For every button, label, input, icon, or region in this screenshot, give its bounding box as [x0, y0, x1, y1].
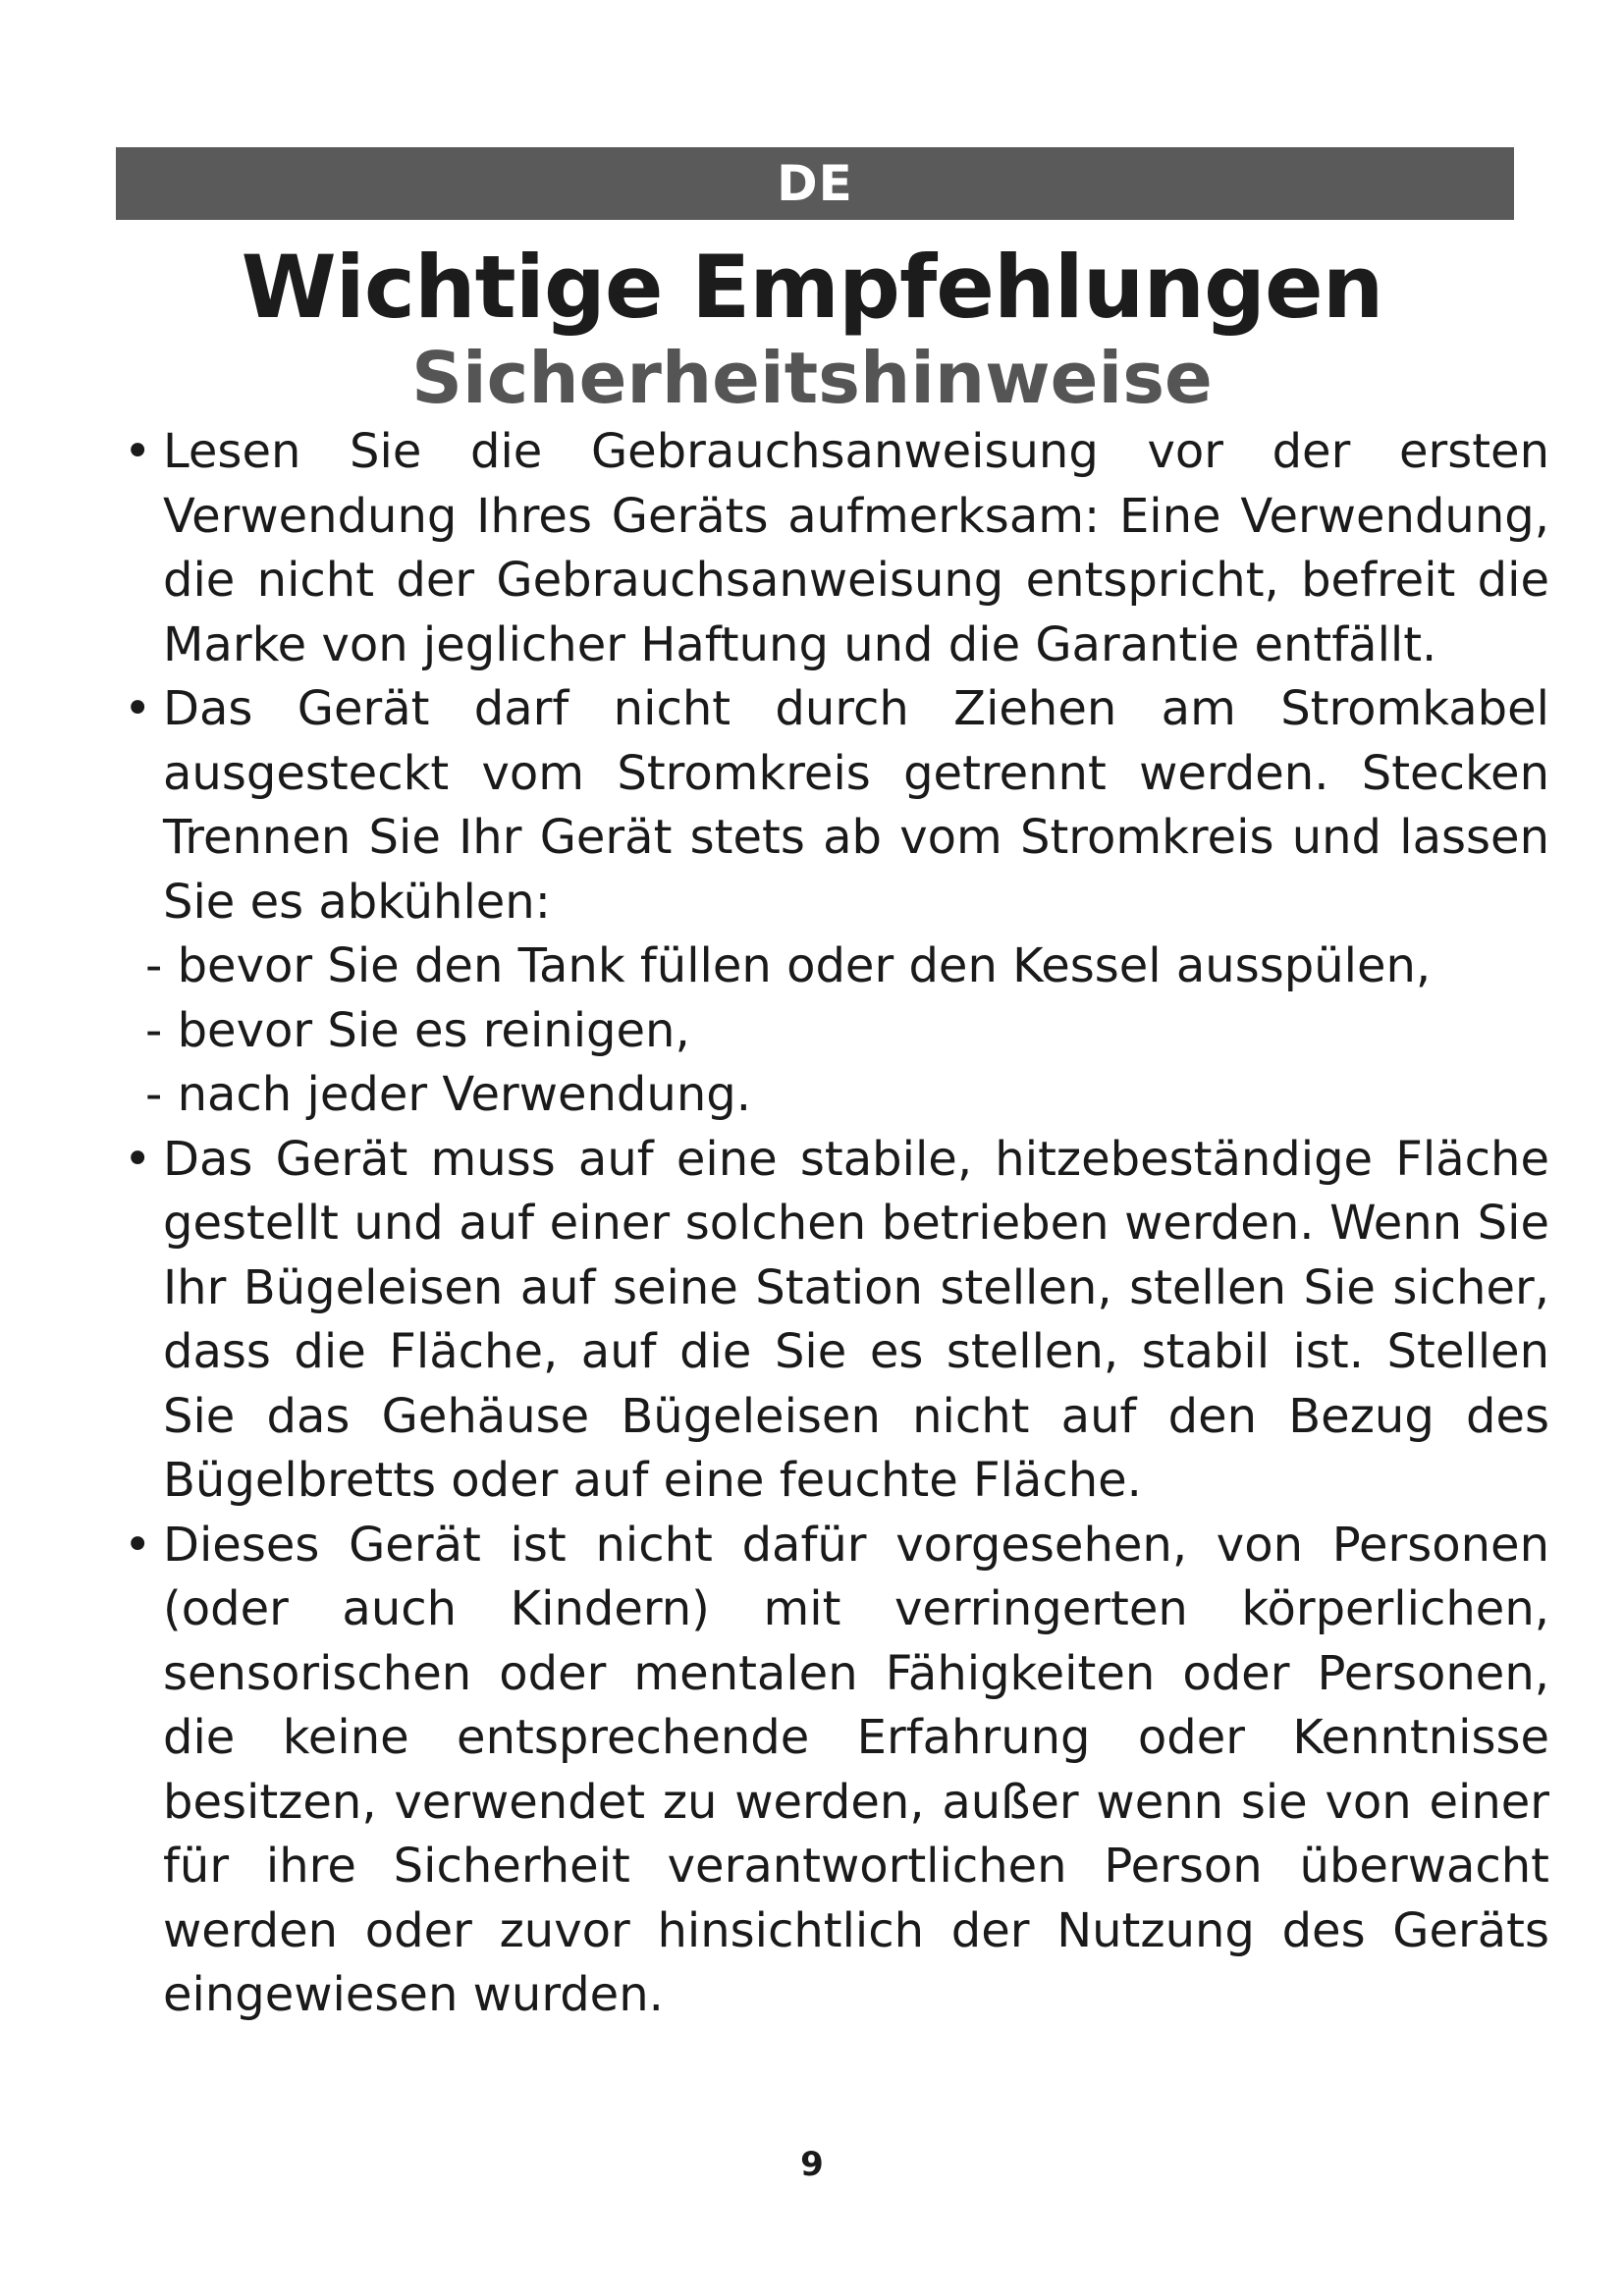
sub-list-item: - nach jeder Verwendung. [145, 1067, 751, 1122]
list-item [116, 677, 1549, 934]
list-item-text: Das Gerät muss auf eine stabile, hitzebeständige Fläche gestellt und auf einer solchen betrieben werden. Wenn Sie Ihr Bügeleisen auf seine Station stellen, stellen Sie sicher, dass die Fläche, auf die Sie es stellen, stabil ist. Stellen Sie das Gehäuse Bügeleisen nicht auf den Bezug des Bügelbretts oder auf eine feuchte Fläche. [163, 1131, 1549, 1508]
list-item-text: Lesen Sie die Gebrauchsanweisung vor der ersten Verwendung Ihres Geräts aufmerksam: Eine Verwendung, die nicht der Gebrauchsanweisung entspricht, befreit die Marke von jeglicher Haftung und die Garantie entfällt. [163, 424, 1549, 672]
sub-list-item: - bevor Sie es reinigen, [145, 1002, 690, 1058]
page-number: 9 [800, 2145, 824, 2184]
list-item-text: Dieses Gerät ist nicht dafür vorgesehen, von Personen (oder auch Kindern) mit verringerten körperlichen, sensorischen oder mentalen Fähigkeiten oder Personen, die keine entsprechende Erfahrung oder Kenntnisse besitzen, verwendet zu werden, außer wenn sie von einer für ihre Sicherheit verantwortlichen Person überwacht werden oder zuvor hinsichtlich der Nutzung des Geräts eingewiesen wurden. [163, 1517, 1549, 2022]
list-item [116, 420, 1549, 677]
bullet-icon: • [124, 424, 152, 479]
list-item-text: Das Gerät darf nicht durch Ziehen am Stromkabel ausgesteckt vom Stromkreis getrennt werden. Stecken Trennen Sie Ihr Gerät stets ab vom Stromkreis und lassen Sie es abkühlen: [163, 681, 1549, 930]
safety-instructions-list [116, 420, 1549, 2028]
bullet-icon: • [124, 1131, 152, 1187]
sub-list-item: - bevor Sie den Tank füllen oder den Kessel ausspülen, [145, 938, 1432, 993]
list-item [116, 1128, 1549, 1514]
page-title: Wichtige Empfehlungen [241, 237, 1383, 338]
bullet-icon: • [124, 1517, 152, 1573]
language-label: DE [777, 155, 853, 212]
language-header-bar [116, 147, 1514, 220]
bullet-icon: • [124, 681, 152, 736]
section-subtitle: Sicherheitshinweise [411, 337, 1213, 419]
list-item [116, 1514, 1549, 2028]
